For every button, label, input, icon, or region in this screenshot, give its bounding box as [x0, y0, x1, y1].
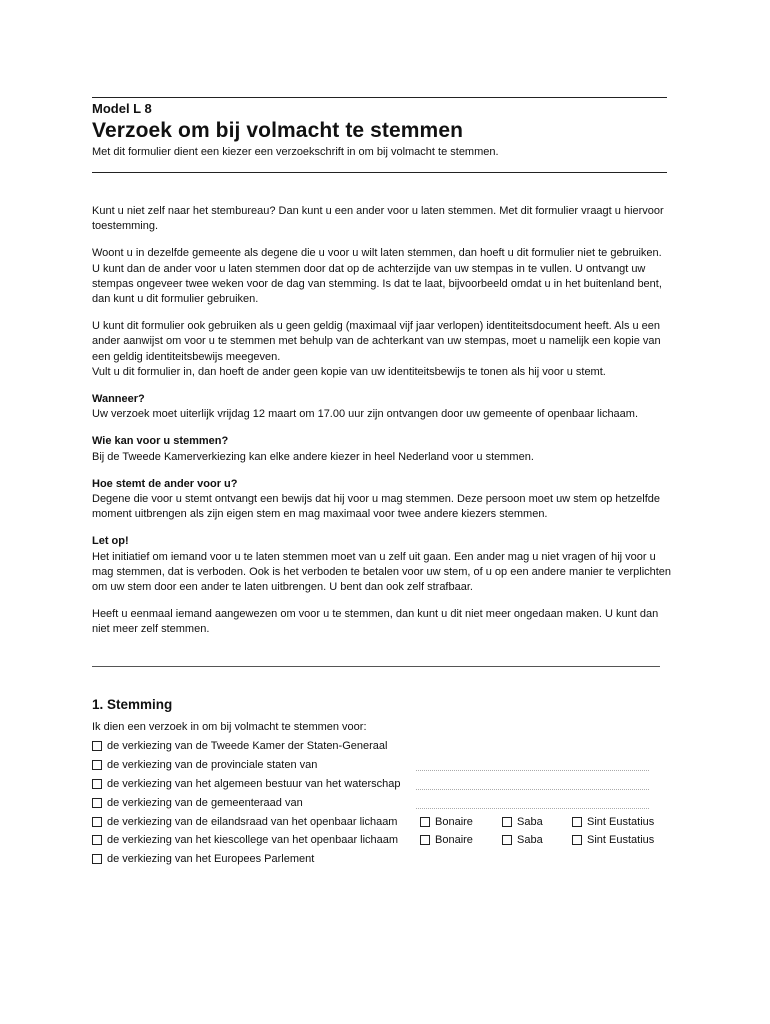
- model-number: Model L 8: [92, 101, 152, 116]
- gemeente-input-line[interactable]: [416, 808, 649, 809]
- option-gemeenteraad[interactable]: [92, 796, 303, 810]
- top-rule: [92, 97, 667, 98]
- checkbox[interactable]: [572, 835, 582, 845]
- section-intro: Ik dien een verzoek in om bij volmacht te stemmen voor:: [92, 721, 367, 733]
- section-rule: [92, 666, 660, 667]
- section-title-stemming: 1. Stemming: [92, 697, 173, 712]
- note-text-2: Heeft u eenmaal iemand aangewezen om voor u te stemmen, dan kunt u dit niet meer ongedaan maken. U kunt dan niet meer zelf stemmen.: [92, 608, 659, 636]
- checkbox[interactable]: [92, 760, 102, 770]
- checkbox[interactable]: [92, 741, 102, 751]
- who-heading: Wie kan voor u stemmen?: [92, 435, 229, 448]
- how-heading: Hoe stemt de ander voor u?: [92, 477, 238, 490]
- island-label: Saba: [517, 816, 543, 828]
- option-waterschap[interactable]: [92, 777, 401, 791]
- island-label: Bonaire: [435, 816, 473, 828]
- island-label: Sint Eustatius: [587, 834, 655, 846]
- option-label: de verkiezing van de eilandsraad van het openbaar lichaam: [107, 816, 398, 828]
- checkbox[interactable]: [92, 798, 102, 808]
- kiescollege-sint-eustatius[interactable]: [572, 833, 654, 847]
- option-label: de verkiezing van de provinciale staten van: [107, 759, 318, 771]
- instructions: [92, 204, 672, 650]
- option-label: de verkiezing van het algemeen bestuur van het waterschap: [107, 778, 401, 790]
- intro-paragraph-1: Kunt u niet zelf naar het stembureau? Dan kunt u een ander voor u laten stemmen. Met dit formulier vraagt u hiervoor toestemming.: [92, 205, 664, 233]
- note-heading: Let op!: [92, 535, 129, 548]
- island-label: Saba: [517, 834, 543, 846]
- option-tweede-kamer[interactable]: [92, 739, 387, 753]
- option-label: de verkiezing van de gemeenteraad van: [107, 797, 303, 809]
- waterschap-input-line[interactable]: [416, 789, 649, 790]
- note-text: Het initiatief om iemand voor u te laten stemmen moet van u zelf uit gaan. Een ander mag u niet vragen of hij voor u mag stemmen, dat is verboden. Ook is het verboden te betalen voor uw stem, of u op een andere manier te verplichten om uw stem door een ander te laten uitbrengen. U bent dan ook zelf strafbaar.: [92, 550, 672, 594]
- header-rule: [92, 172, 667, 173]
- note-block: [92, 534, 672, 595]
- intro-paragraph-3: [92, 319, 672, 380]
- when-block: [92, 392, 672, 422]
- who-block: [92, 434, 672, 464]
- checkbox[interactable]: [92, 854, 102, 864]
- eilandsraad-saba[interactable]: [502, 815, 543, 829]
- eilandsraad-sint-eustatius[interactable]: [572, 815, 654, 829]
- island-label: Sint Eustatius: [587, 816, 655, 828]
- option-label: de verkiezing van het Europees Parlement: [107, 853, 315, 865]
- intro-paragraph-3a: U kunt dit formulier ook gebruiken als u geen geldig (maximaal vijf jaar verlopen) identiteitsdocument heeft. Als u een ander aanwijst om voor u te stemmen met behulp van de achterkant van uw stempas, moet u namelijk een kopie van een geldig identiteitsbewijs meegeven.: [92, 320, 661, 363]
- when-text: Uw verzoek moet uiterlijk vrijdag 12 maart om 17.00 uur zijn ontvangen door uw gemeente of openbaar lichaam.: [92, 408, 639, 421]
- intro-paragraph-2: Woont u in dezelfde gemeente als degene die u voor u wilt laten stemmen, dan hoeft u dit formulier niet te gebruiken. U kunt dan de ander voor u laten stemmen door dat op de achterzijde van uw stempas in te vullen. U ontvangt uw stempas ongeveer twee weken voor de dag van stemming. Is dat te laat, bijvoorbeeld omdat u in het buitenland bent, dan kunt u dit formulier gebruiken.: [92, 247, 662, 306]
- intro-paragraph-3b: Vult u dit formulier in, dan hoeft de ander geen kopie van uw identiteitsbewijs te tonen als hij voor u stemt.: [92, 365, 606, 378]
- option-kiescollege[interactable]: [92, 833, 398, 847]
- option-provinciale-staten[interactable]: [92, 758, 317, 772]
- checkbox[interactable]: [502, 817, 512, 827]
- page-title: Verzoek om bij volmacht te stemmen: [92, 119, 464, 142]
- page-subtitle: Met dit formulier dient een kiezer een verzoekschrift in om bij volmacht te stemmen.: [92, 146, 499, 158]
- checkbox[interactable]: [502, 835, 512, 845]
- kiescollege-saba[interactable]: [502, 833, 543, 847]
- option-label: de verkiezing van de Tweede Kamer der Staten-Generaal: [107, 740, 388, 752]
- checkbox[interactable]: [420, 817, 430, 827]
- checkbox[interactable]: [572, 817, 582, 827]
- checkbox[interactable]: [92, 835, 102, 845]
- eilandsraad-bonaire[interactable]: [420, 815, 473, 829]
- province-input-line[interactable]: [416, 770, 649, 771]
- checkbox[interactable]: [92, 779, 102, 789]
- option-label: de verkiezing van het kiescollege van het openbaar lichaam: [107, 834, 399, 846]
- how-text: Degene die voor u stemt ontvangt een bewijs dat hij voor u mag stemmen. Deze persoon moet uw stem op hetzelfde moment uitbrengen als zijn eigen stem en mag maximaal voor twee andere kiezers stemmen.: [92, 493, 661, 521]
- who-text: Bij de Tweede Kamerverkiezing kan elke andere kiezer in heel Nederland voor u stemmen.: [92, 450, 534, 463]
- how-block: [92, 477, 672, 523]
- option-europees-parlement[interactable]: [92, 852, 314, 866]
- island-label: Bonaire: [435, 834, 473, 846]
- when-heading: Wanneer?: [92, 393, 145, 406]
- checkbox[interactable]: [92, 817, 102, 827]
- option-eilandsraad[interactable]: [92, 815, 397, 829]
- kiescollege-bonaire[interactable]: [420, 833, 473, 847]
- checkbox[interactable]: [420, 835, 430, 845]
